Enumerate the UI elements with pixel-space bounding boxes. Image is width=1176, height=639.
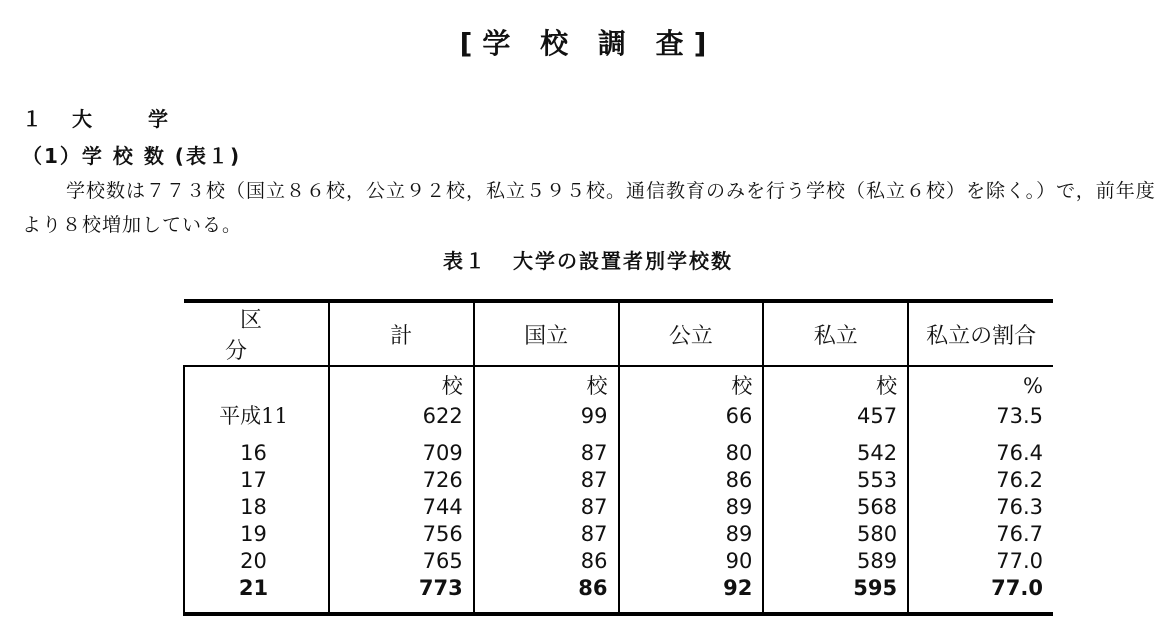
unit-cell: 校 [329,366,474,400]
year-cell: 平成11 [184,400,329,432]
unit-cell: 校 [474,366,619,400]
national-cell: 87 [474,494,619,521]
private-cell: 568 [763,494,908,521]
private-cell: 595 [763,575,908,614]
header-public: 公立 [619,301,764,366]
total-cell: 744 [329,494,474,521]
ratio-cell: 76.2 [908,467,1053,494]
public-cell: 89 [619,494,764,521]
table-caption-number: 表１ [443,249,487,273]
private-cell: 542 [763,432,908,467]
header-total: 計 [329,301,474,366]
body-paragraph: 学校数は７７３校（国立８６校，公立９２校，私立５９５校。通信教育のみを行う学校（私立６校）を除く。）で，前年度より８校増加している。 [22,180,1156,236]
table-row [184,400,1053,432]
public-cell: 80 [619,432,764,467]
private-cell: 553 [763,467,908,494]
unit-cell: 校 [619,366,764,400]
section-title-a: 大 [72,107,94,131]
section-heading [22,103,170,132]
public-cell: 92 [619,575,764,614]
private-cell: 589 [763,548,908,575]
header-category: 区分 [184,301,329,366]
school-count-table [183,299,1053,616]
ratio-cell: 77.0 [908,575,1053,614]
private-cell: 457 [763,400,908,432]
ratio-cell: 76.4 [908,432,1053,467]
year-cell: 19 [184,521,329,548]
year-cell: 21 [184,575,329,614]
total-cell: 765 [329,548,474,575]
section-number: １ [22,107,44,131]
table-row [184,548,1053,575]
table-header-row [184,301,1053,366]
header-private: 私立 [763,301,908,366]
national-cell: 87 [474,467,619,494]
subsection-heading: （1）学 校 数 (表１) [22,144,242,168]
public-cell: 90 [619,548,764,575]
total-cell: 622 [329,400,474,432]
year-cell: 17 [184,467,329,494]
table-caption [0,245,1176,274]
section-title-b: 学 [148,107,170,131]
year-cell: 20 [184,548,329,575]
year-cell: 18 [184,494,329,521]
header-private-ratio: 私立の割合 [908,301,1053,366]
unit-cell [184,366,329,400]
total-cell: 773 [329,575,474,614]
public-cell: 89 [619,521,764,548]
total-cell: 726 [329,467,474,494]
unit-cell: % [908,366,1053,400]
national-cell: 99 [474,400,619,432]
table-row [184,494,1053,521]
ratio-cell: 76.3 [908,494,1053,521]
unit-cell: 校 [763,366,908,400]
total-cell: 756 [329,521,474,548]
public-cell: 86 [619,467,764,494]
table-caption-title: 大学の設置者別学校数 [513,249,733,273]
total-cell: 709 [329,432,474,467]
public-cell: 66 [619,400,764,432]
table-row-current [184,575,1053,614]
table-row [184,521,1053,548]
year-cell: 16 [184,432,329,467]
header-national: 国立 [474,301,619,366]
ratio-cell: 73.5 [908,400,1053,432]
national-cell: 87 [474,432,619,467]
document-title: [学 校 調 査] [459,27,717,60]
ratio-cell: 76.7 [908,521,1053,548]
private-cell: 580 [763,521,908,548]
table-row [184,467,1053,494]
national-cell: 86 [474,575,619,614]
table-row [184,432,1053,467]
national-cell: 86 [474,548,619,575]
national-cell: 87 [474,521,619,548]
ratio-cell: 77.0 [908,548,1053,575]
unit-row [184,366,1053,400]
